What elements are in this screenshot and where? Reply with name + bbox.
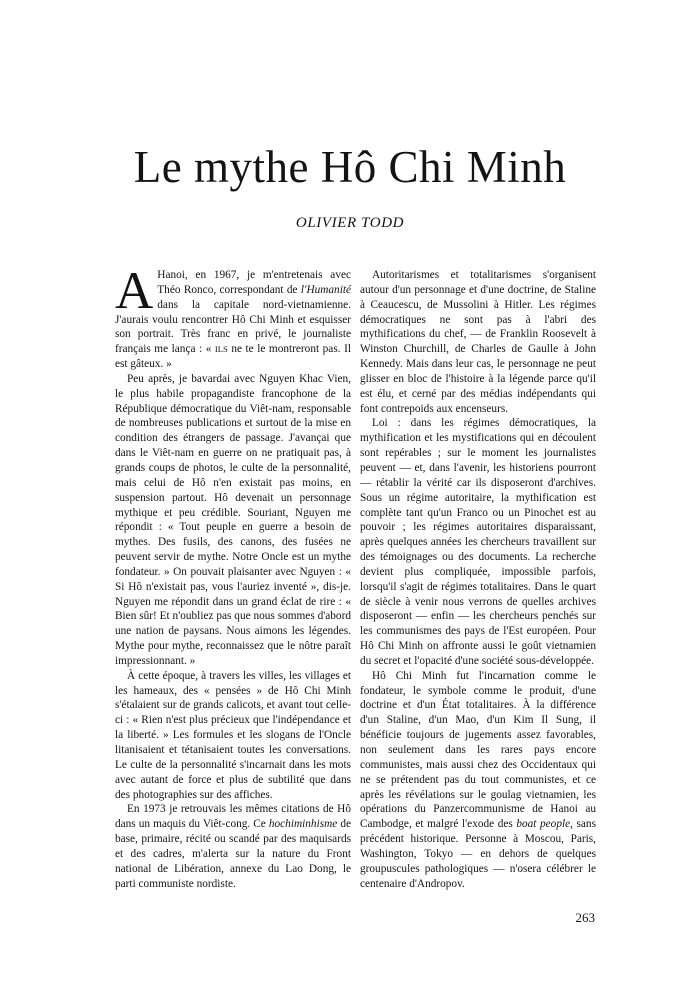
paragraph-incarnation: Hô Chi Minh fut l'incarnation comme le fondateur, le symbole comme le produit, d'une doctrine et d'un État totalitaires. À la différence d'un Staline, d'un Mao, d'un Kim Il Sung, il bénéficie toujours de jugements assez favorables, non seulement dans les rares pays encore communistes, mais aussi chez des Occidentaux qui ne se prétendent pas du tout communistes, et ce après les révélations sur le goulag vietnamien, les opérations du Panzercommunisme de Hanoi au Cambodge, et malgré l'exode des boat people, sans précédent historique. Personne à Moscou, Paris, Washington, Tokyo — en dehors de quelques groupuscules pathologiques — n'osera célébrer le centenaire d'Andropov. xyxy=(360,669,596,890)
page-number: 263 xyxy=(575,910,595,925)
paragraph-loi: Loi : dans les régimes démocratiques, la mythification et les mystifications qui en découlent sont repérables ; sur le moment les journalistes peuvent — et, dans l'avenir, les historiens pourront — rétablir la vérité car ils disposeront d'archives. Sous un régime autoritaire, la mythification est complète tant qu'un Franco ou un Pinochet est au pouvoir ; les régimes autoritaires disparaissant, après quelques années les chercheurs travaillent sur des témoignages ou des documents. La recherche devient plus compliquée, impossible parfois, lorsqu'il s'agit de régimes totalitaires. Dans le quart de siècle à venir nous verrons de quelles archives disposeront — enfin — les chercheurs penchés sur les communismes des pays de l'Est européen. Pour Hô Chi Minh on affronte aussi le goût vietnamien du secret et l'opacité d'une société sous-développée. xyxy=(360,417,596,667)
drop-cap: A xyxy=(115,262,154,320)
emphasis-hochiminhisme: hochiminhisme xyxy=(268,818,338,831)
paragraph-hanoi-1967: A Hanoi, en 1967, je m'entretenais avec Théo Ronco, correspondant de l'Humanité dans la capitale nord-vietnamienne. J'aurais voulu rencontrer Hô Chi Minh et esquisser son portrait. Très franc en privé, le journaliste français me lança : « ILS ne te le montreront pas. Il est gâteux. » xyxy=(115,262,351,371)
article-author: OLIVIER TODD xyxy=(295,215,405,231)
newspaper-name: l'Humanité xyxy=(300,283,351,296)
emphasis-boat-people: boat people, xyxy=(516,818,573,831)
left-column xyxy=(115,262,351,891)
paragraph-cette-epoque: À cette époque, à travers les villes, les villages et les hameaux, des « pensées » de Hô Chi Minh s'étalaient sur de grands calicots, et avant tout celle-ci : « Rien n'est plus précieux que l'indépendance et la liberté. » Les formules et les slogans de l'Oncle litanisaient et tétanisaient toutes les conversations. Le culte de la personnalité s'incarnait dans les mots avec autant de force et plus de subtilité que dans des photographies sur des affiches. xyxy=(115,669,351,801)
article-title: Le mythe Hô Chi Minh xyxy=(133,142,567,192)
paragraph-1973: En 1973 je retrouvais les mêmes citations de Hô dans un maquis du Viêt-cong. Ce hochiminhisme de base, primaire, récité ou scandé par des maquisards et des cadres, m'alerta sur la nature du Front national de Libération, annexe du Lao Dong, le parti communiste nordiste. xyxy=(115,803,351,890)
paragraph-autoritarismes: Autoritarismes et totalitarismes s'organisent autour d'un personnage et d'une doctrine, de Staline à Ceaucescu, de Mussolini à Hitler. Les régimes démocratiques ne sont pas à l'abri des mythifications du chef, — de Franklin Roosevelt à Winston Churchill, de Charles de Gaulle à John Kennedy. Mais dans leur cas, le personnage ne peut glisser en bloc de l'histoire à la légende parce qu'il est élu, et cerné par des médias indépendants qui font contrepoids aux encenseurs. xyxy=(360,269,596,415)
right-column xyxy=(360,268,596,891)
paragraph-nguyen-khac-vien: Peu après, je bavardai avec Nguyen Khac Vien, le plus habile propagandiste francophone de la République démocratique du Viêt-nam, responsable de nombreuses publications et surtout de la mise en condition des étrangers de passage. J'avançai que dans le Viêt-nam en guerre on ne pratiquait pas, à grands coups de photos, le culte de la personnalité, mais celui de Hô n'en existait pas moins, en suspension partout. Hô devenait un personnage mythique et peu crédible. Souriant, Nguyen me répondit : « Tout peuple en guerre a besoin de mythes. Des fusils, des canons, des fusées ne peuvent servir de mythe. Notre Oncle est un mythe fondateur. » On pouvait plaisanter avec Nguyen : « Si Hô n'existait pas, vous l'auriez inventé », dis-je. Nguyen me répondit dans un grand éclat de rire : « Bien sûr! Et n'oubliez pas que nous sommes d'abord une nation de paysans. Nous aimons les légendes. Mythe pour mythe, reconnaissez que le nôtre paraît impressionnant. » xyxy=(115,372,351,667)
